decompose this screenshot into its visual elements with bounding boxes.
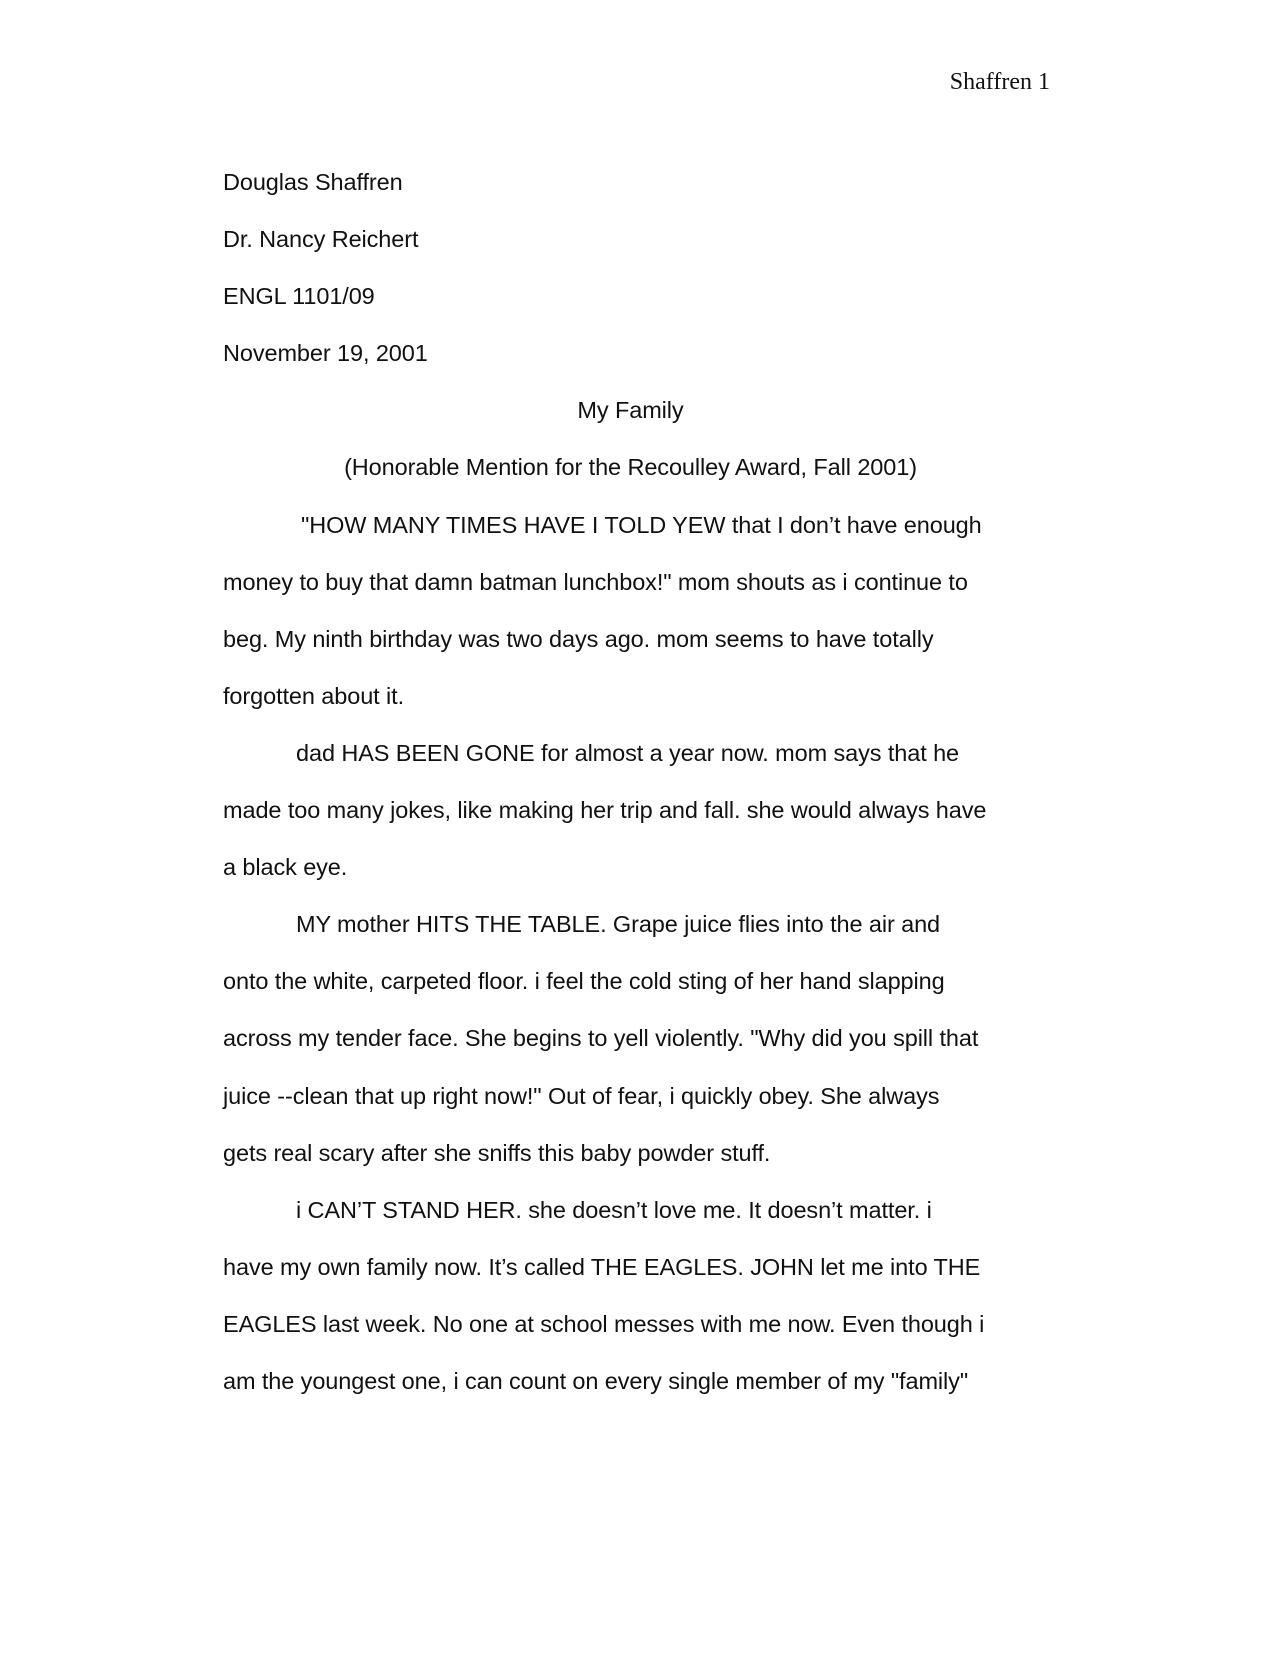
paragraph — [223, 497, 1038, 725]
document-body — [223, 154, 1038, 1410]
paragraph-line: forgotten about it. — [223, 682, 405, 709]
running-head: Shaffren 1 — [949, 69, 1050, 95]
paragraph — [223, 725, 1038, 896]
paragraph-line: MY mother HITS THE TABLE. Grape juice flies into the air and — [296, 911, 941, 938]
paragraph — [223, 896, 1038, 1181]
paragraph-line: EAGLES last week. No one at school messes with me now. Even though i — [223, 1310, 985, 1337]
paragraph-line: across my tender face. She begins to yell violently. "Why did you spill that — [223, 1025, 979, 1052]
paragraph-line: onto the white, carpeted floor. i feel the cold sting of her hand slapping — [223, 968, 945, 995]
paragraph-line: i CAN’T STAND HER. she doesn’t love me. It doesn’t matter. i — [296, 1196, 932, 1223]
paragraph-line: gets real scary after she sniffs this baby powder stuff. — [223, 1139, 771, 1166]
essay-title: My Family — [577, 397, 684, 424]
paragraph-line: am the youngest one, i can count on every single member of my "family" — [223, 1367, 969, 1394]
paragraph-line: juice --clean that up right now!" Out of fear, i quickly obey. She always — [223, 1082, 940, 1109]
paragraph-line: money to buy that damn batman lunchbox!" mom shouts as i continue to — [223, 568, 968, 595]
paragraph-line: "HOW MANY TIMES HAVE I TOLD YEW that I don’t have enough — [301, 511, 982, 538]
essay-subtitle: (Honorable Mention for the Recoulley Award, Fall 2001) — [344, 454, 917, 481]
paragraph — [223, 1182, 1038, 1410]
document-date: November 19, 2001 — [223, 340, 428, 367]
paragraph-line: dad HAS BEEN GONE for almost a year now. mom says that he — [296, 739, 960, 766]
course-number: ENGL 1101/09 — [223, 283, 375, 310]
instructor-name: Dr. Nancy Reichert — [223, 226, 419, 253]
paragraph-line: a black eye. — [223, 854, 348, 881]
paragraph-line: made too many jokes, like making her trip and fall. she would always have — [223, 797, 987, 824]
paragraph-line: have my own family now. It’s called THE EAGLES. JOHN let me into THE — [223, 1253, 981, 1280]
author-name: Douglas Shaffren — [223, 169, 403, 195]
paragraph-line: beg. My ninth birthday was two days ago. mom seems to have totally — [223, 625, 934, 652]
